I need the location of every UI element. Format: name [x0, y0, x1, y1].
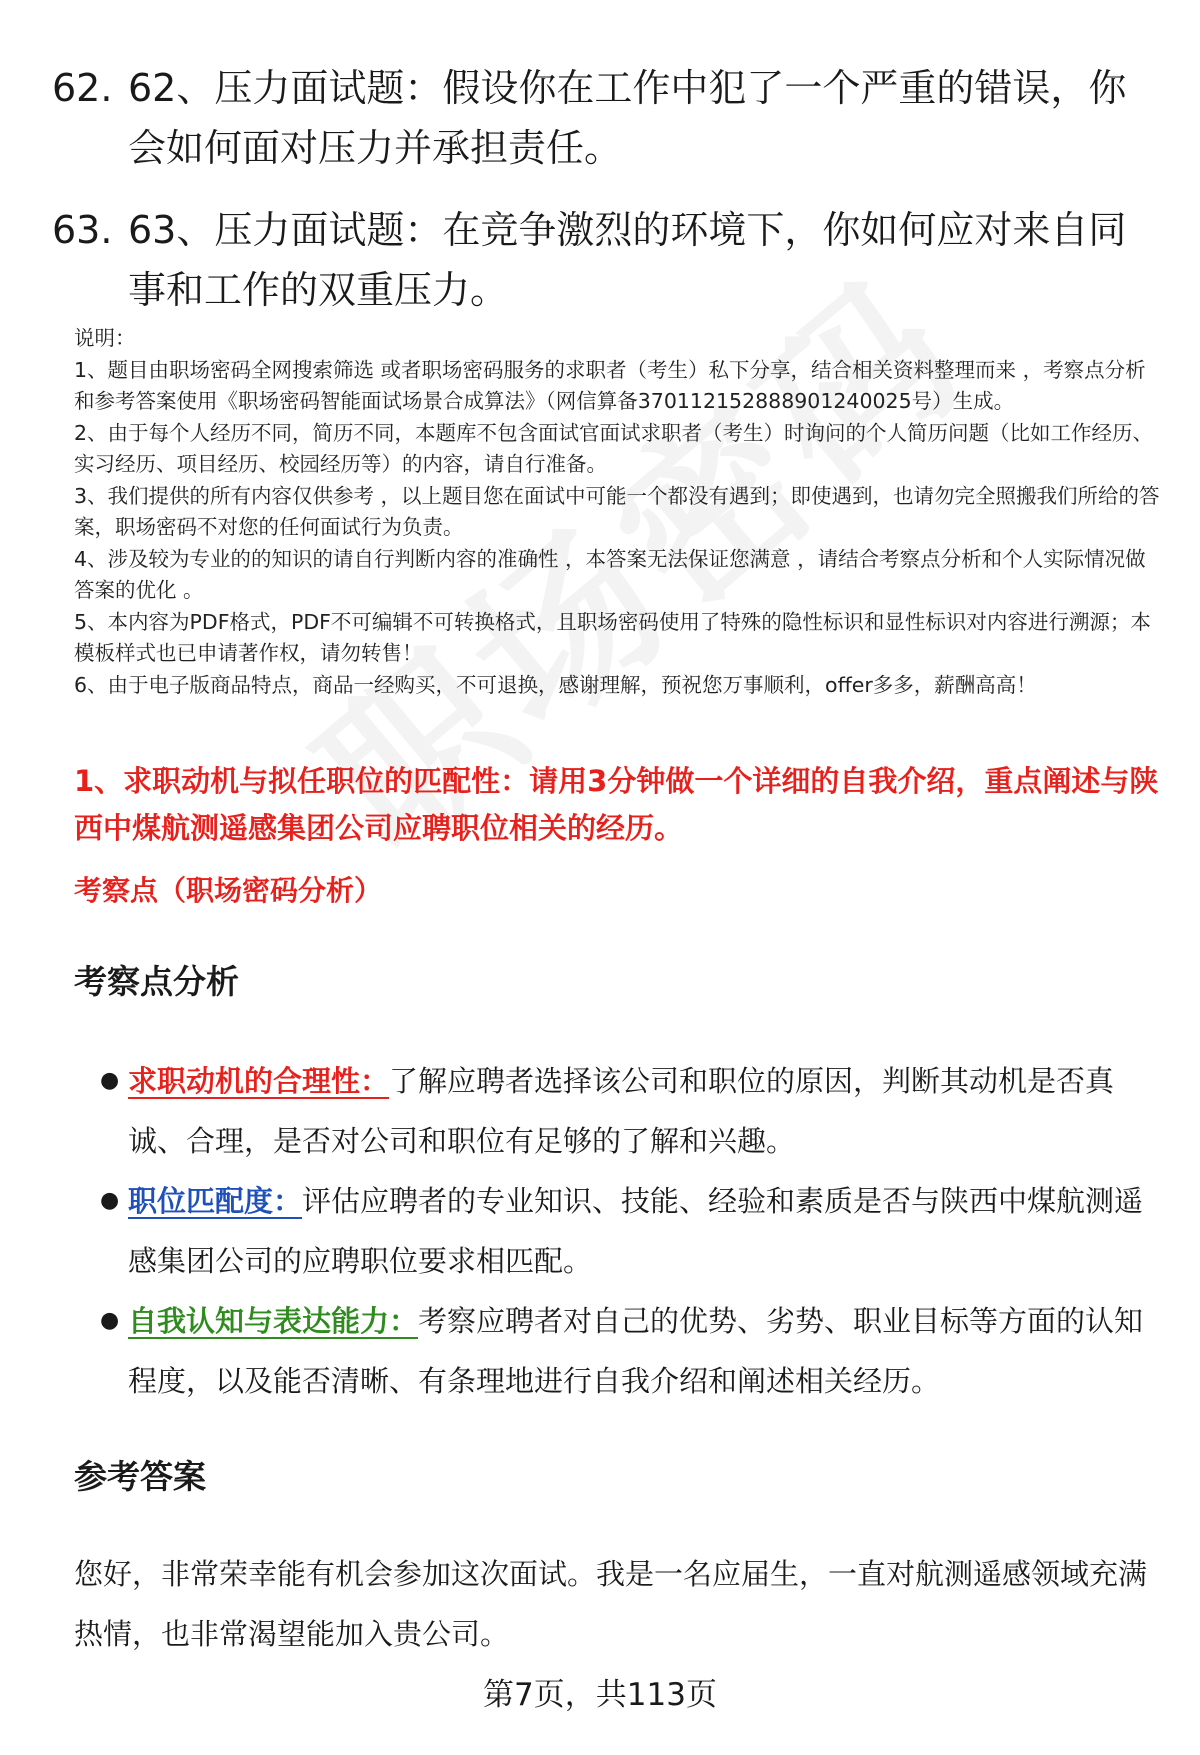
analysis-subheading: 考察点（职场密码分析） [74, 874, 383, 907]
notes-section [74, 323, 1164, 701]
note-item: 3、我们提供的所有内容仅供参考 ，以上题目您在面试中可能一个都没有遇到；即使遇到，也请勿完全照搬我们所给的答案，职场密码不对您的任何面试行为负责。 [74, 483, 1160, 539]
note-item: 5、本内容为PDF格式，PDF不可编辑不可转换格式，且职场密码使用了特殊的隐性标识和显性标识对内容进行溯源；本模板样式也已申请著作权，请勿转售！ [74, 609, 1151, 665]
bullet-item [100, 1051, 1160, 1171]
bullet-text: 评估应聘者的专业知识、技能、经验和素质是否与陕西中煤航测遥感集团公司的应聘职位要求相匹配。 [128, 1184, 1144, 1278]
note-item: 4、涉及较为专业的的知识的请自行判断内容的准确性 ，本答案无法保证您满意 ，请结合考察点分析和个人实际情况做答案的优化 。 [74, 546, 1146, 602]
answer-text: 您好，非常荣幸能有机会参加这次面试。我是一名应届生，一直对航测遥感领域充满热情，也非常渴望能加入贵公司。 [74, 1557, 1148, 1651]
question-number: 62. [52, 66, 113, 110]
analysis-bullets [100, 1051, 1160, 1411]
bullet-dot-icon: ● [100, 1068, 120, 1093]
note-item: 6、由于电子版商品特点，商品一经购买，不可退换，感谢理解，预祝您万事顺利，offer多多，薪酬高高！ [74, 672, 1037, 697]
question-list [52, 58, 1162, 342]
bullet-dot-icon: ● [100, 1188, 120, 1213]
interview-question: 1、求职动机与拟任职位的匹配性：请用3分钟做一个详细的自我介绍，重点阐述与陕西中煤航测遥感集团公司应聘职位相关的经历。 [74, 764, 1159, 845]
question-number: 63. [52, 208, 113, 252]
analysis-heading: 考察点分析 [74, 962, 239, 1001]
list-item [52, 58, 1162, 178]
bullet-text: 考察应聘者对自己的优势、劣势、职业目标等方面的认知程度，以及能否清晰、有条理地进行自我介绍和阐述相关经历。 [128, 1304, 1144, 1398]
bullet-dot-icon: ● [100, 1308, 120, 1333]
answer-heading: 参考答案 [74, 1457, 206, 1496]
note-item: 2、由于每个人经历不同，简历不同，本题库不包含面试官面试求职者（考生）时询问的个人简历问题（比如工作经历、实习经历、项目经历、校园经历等）的内容，请自行准备。 [74, 420, 1154, 476]
question-text: 62、压力面试题：假设你在工作中犯了一个严重的错误，你会如何面对压力并承担责任。 [128, 66, 1127, 170]
question-text: 63、压力面试题：在竞争激烈的环境下，你如何应对来自同事和工作的双重压力。 [128, 208, 1127, 312]
list-item [52, 200, 1162, 320]
notes-title: 说明： [74, 326, 136, 350]
bullet-label: 职位匹配度： [128, 1184, 303, 1218]
bullet-item [100, 1291, 1160, 1411]
bullet-text: 了解应聘者选择该公司和职位的原因，判断其动机是否真诚、合理，是否对公司和职位有足够的了解和兴趣。 [128, 1064, 1115, 1158]
page-footer: 第7页，共113页 [483, 1677, 717, 1713]
bullet-label: 自我认知与表达能力： [128, 1304, 419, 1338]
bullet-label: 求职动机的合理性： [128, 1064, 390, 1098]
bullet-item [100, 1171, 1160, 1291]
note-item: 1、题目由职场密码全网搜索筛选 或者职场密码服务的求职者（考生）私下分享，结合相关资料整理而来 ，考察点分析和参考答案使用《职场密码智能面试场景合成算法》（网信算备370112152888901240025号）生成。 [74, 357, 1146, 413]
